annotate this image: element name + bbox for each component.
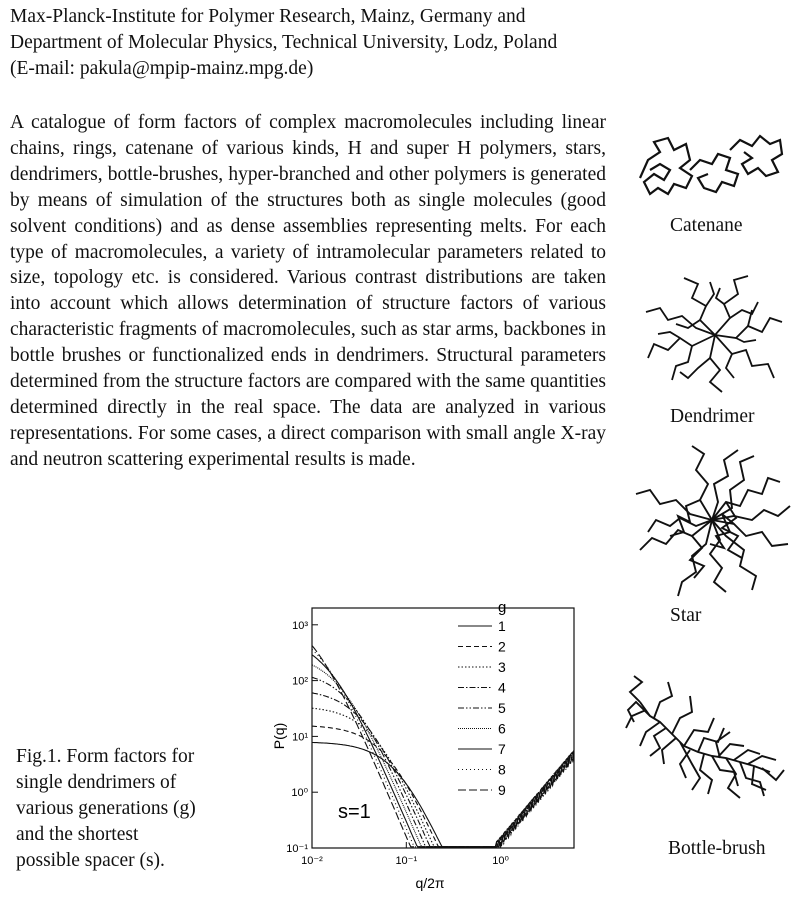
caption-line: Fig.1. Form factors for [16,746,195,767]
legend-entry-5: 5 [498,700,506,716]
x-tick-label: 10⁰ [492,855,509,867]
abstract-text: A catalogue of form factors of complex macromolecules including linear chains, rings, catenane of various kinds, H and super H polymers, stars, dendrimers, bottle-brushes, hyper-branched and other polymers is generated by means of simulation of the structures both as single molecules (good solvent conditions) and as dense assemblies representing melts. For each type of macromolecules, a variety of intramolecular parameters related to size, topology etc. is considered. Various contrast distributions are taken into account which allows determination of structure factors of various characteristic fragments of macromolecules, such as star arms, backbones in bottle brushes or functionalized ends in dendrimers. Structural parameters determined from the structure factors are compared with the same quantities determined directly in the real space. The data are analyzed in various representations. For some cases, a direct comparison with small angle X-ray and neutron scattering experimental results is made. [10,112,606,470]
chart-annotation: s=1 [338,801,371,823]
legend-entry-9: 9 [498,782,506,798]
y-tick-label: 10² [292,675,308,688]
legend-entry-4: 4 [498,679,506,696]
y-tick-label: 10³ [292,619,308,632]
legend-title: g [498,599,507,616]
star-label: Star [670,605,702,626]
affiliation-line: Department of Molecular Physics, Technical University, Lodz, Poland [10,32,558,53]
catenane-illustration [630,130,790,210]
caption-line: single dendrimers of [16,772,177,793]
legend-entry-2: 2 [498,638,506,655]
caption-line: various generations (g) [16,798,196,819]
legend-entry-8: 8 [498,761,506,778]
x-tick-label: 10⁻² [301,855,323,867]
figure-caption [16,744,256,874]
affiliation-line: Max-Planck-Institute for Polymer Research, Mainz, Germany and [10,6,526,27]
bottle-brush-label: Bottle-brush [668,838,766,859]
y-tick-label: 10¹ [292,731,308,744]
y-tick-label: 10⁰ [291,787,308,800]
form-factor-chart [262,596,592,896]
star-illustration [630,440,795,600]
bottle-brush-illustration [620,672,790,812]
dendrimer-label: Dendrimer [670,406,755,427]
legend-entry-7: 7 [498,741,506,757]
legend-entry-3: 3 [498,659,506,675]
caption-line: and the shortest [16,824,139,845]
legend-entry-1: 1 [498,618,506,634]
affiliation-block [10,4,650,82]
email-line: (E-mail: pakula@mpip-mainz.mpg.de) [10,58,314,79]
legend-entry-6: 6 [498,720,506,737]
y-axis-label: P(q) [271,722,287,750]
catenane-label: Catenane [670,215,743,236]
y-tick-label: 10⁻¹ [286,843,308,855]
series-line-1 [312,743,574,847]
x-tick-label: 10⁻¹ [395,855,418,867]
x-axis-label: q/2π [415,875,445,891]
series-line-3 [312,708,574,847]
caption-line: possible spacer (s). [16,850,165,871]
series-line-2 [312,726,574,847]
series-line-4 [312,693,574,847]
dendrimer-illustration [640,270,790,400]
